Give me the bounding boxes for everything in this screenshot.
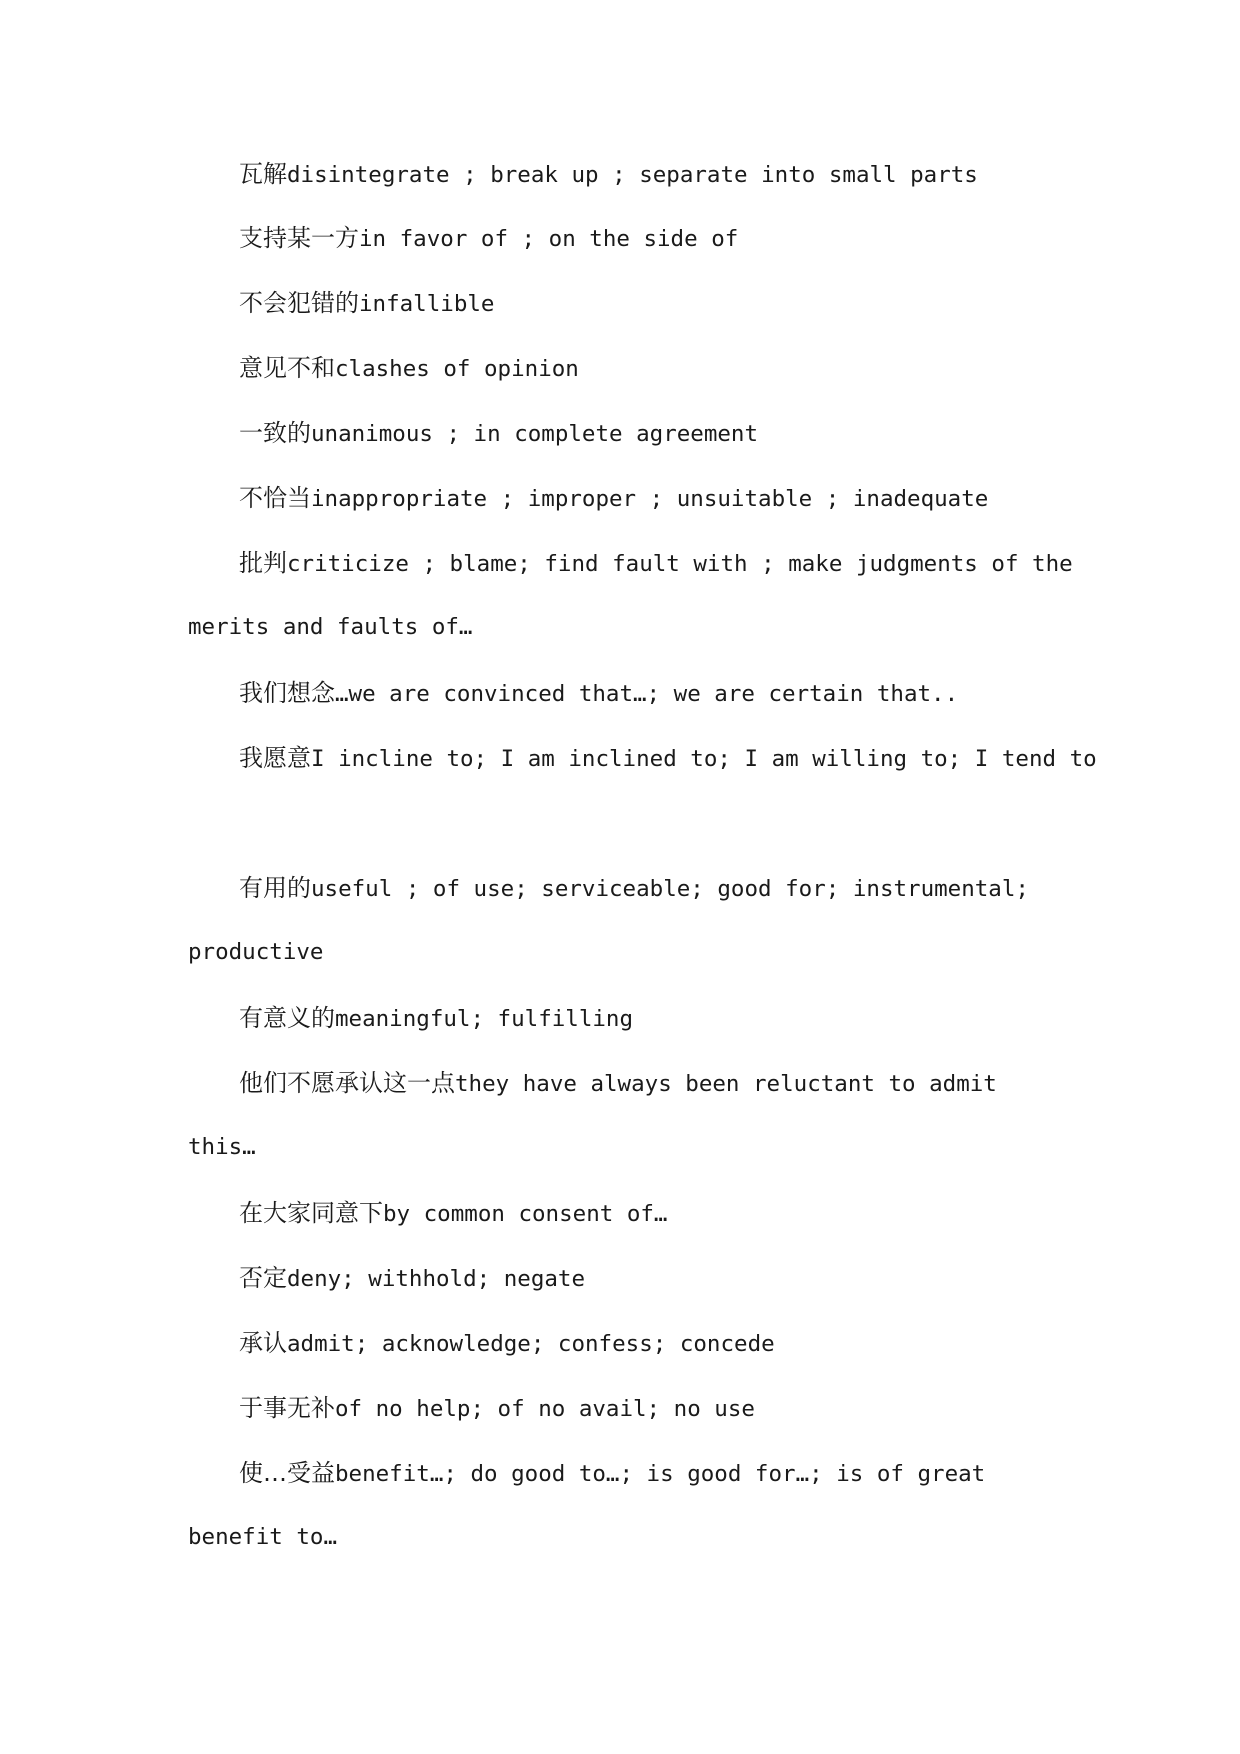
entry-english: meaningful; fulfilling: [335, 1006, 634, 1032]
entry-english: admit; acknowledge; confess; concede: [287, 1331, 775, 1357]
entry-line: [239, 1006, 633, 1031]
entry-chinese: 支持某一方: [239, 224, 359, 252]
entry-chinese: 不恰当: [239, 484, 311, 512]
entry-chinese: 批判: [239, 549, 287, 577]
entry-english: disintegrate ; break up ; separate into small parts: [287, 162, 978, 188]
entry-chinese: 意见不和: [239, 354, 335, 382]
entry-line: [239, 1331, 775, 1356]
entry-chinese: 瓦解: [239, 160, 287, 188]
entry-english: of no help; of no avail; no use: [335, 1396, 755, 1422]
entry-chinese: 我愿意: [239, 744, 311, 772]
entry-chinese: 他们不愿承认这一点: [239, 1069, 455, 1097]
entry-english: in favor of ; on the side of: [359, 226, 739, 252]
entry-chinese: 不会犯错的: [239, 289, 359, 317]
entry-chinese: 有用的: [239, 874, 311, 902]
entry-continuation: productive: [188, 939, 324, 965]
entry-chinese: 一致的: [239, 419, 311, 447]
entry-line: [239, 551, 1073, 576]
entry-chinese: 承认: [239, 1329, 287, 1357]
entry-english: deny; withhold; negate: [287, 1266, 586, 1292]
entry-english: clashes of opinion: [335, 356, 579, 382]
entry-line: [239, 162, 978, 187]
entry-line: [239, 226, 738, 251]
entry-line: [239, 1071, 997, 1096]
entry-english: infallible: [359, 291, 495, 317]
entry-line: [239, 1461, 985, 1486]
entry-chinese: 有意义的: [239, 1004, 335, 1032]
entry-continuation: merits and faults of…: [188, 614, 473, 640]
entry-english: unanimous ; in complete agreement: [311, 421, 759, 447]
entry-continuation: this…: [188, 1134, 256, 1160]
entry-chinese: 使…受益: [239, 1459, 335, 1487]
entry-english: by common consent of…: [383, 1201, 668, 1227]
entry-line: [239, 681, 958, 706]
entry-english: …we are convinced that…; we are certain that..: [335, 681, 959, 707]
entry-chinese: 在大家同意下: [239, 1199, 383, 1227]
entry-line: [239, 421, 758, 446]
entry-chinese: 于事无补: [239, 1394, 335, 1422]
entry-line: [239, 291, 494, 316]
entry-english: criticize ; blame; find fault with ; make judgments of the: [287, 551, 1073, 577]
entry-english: benefit…; do good to…; is good for…; is of great: [335, 1461, 986, 1487]
entry-chinese: 我们想念: [239, 679, 335, 707]
entry-chinese: 否定: [239, 1264, 287, 1292]
entry-continuation: benefit to…: [188, 1524, 338, 1550]
entry-english: inappropriate ; improper ; unsuitable ; inadequate: [311, 486, 989, 512]
entry-line: [239, 1266, 585, 1291]
entry-line: [239, 876, 1029, 901]
entry-line: [239, 486, 988, 511]
entry-english: I incline to; I am inclined to; I am willing to; I tend to: [311, 746, 1097, 772]
entry-line: [239, 1201, 667, 1226]
entry-english: useful ; of use; serviceable; good for; instrumental;: [311, 876, 1029, 902]
entry-line: [239, 356, 579, 381]
entry-line: [239, 1396, 755, 1421]
entry-line: [239, 746, 1097, 771]
entry-english: they have always been reluctant to admit: [455, 1071, 997, 1097]
